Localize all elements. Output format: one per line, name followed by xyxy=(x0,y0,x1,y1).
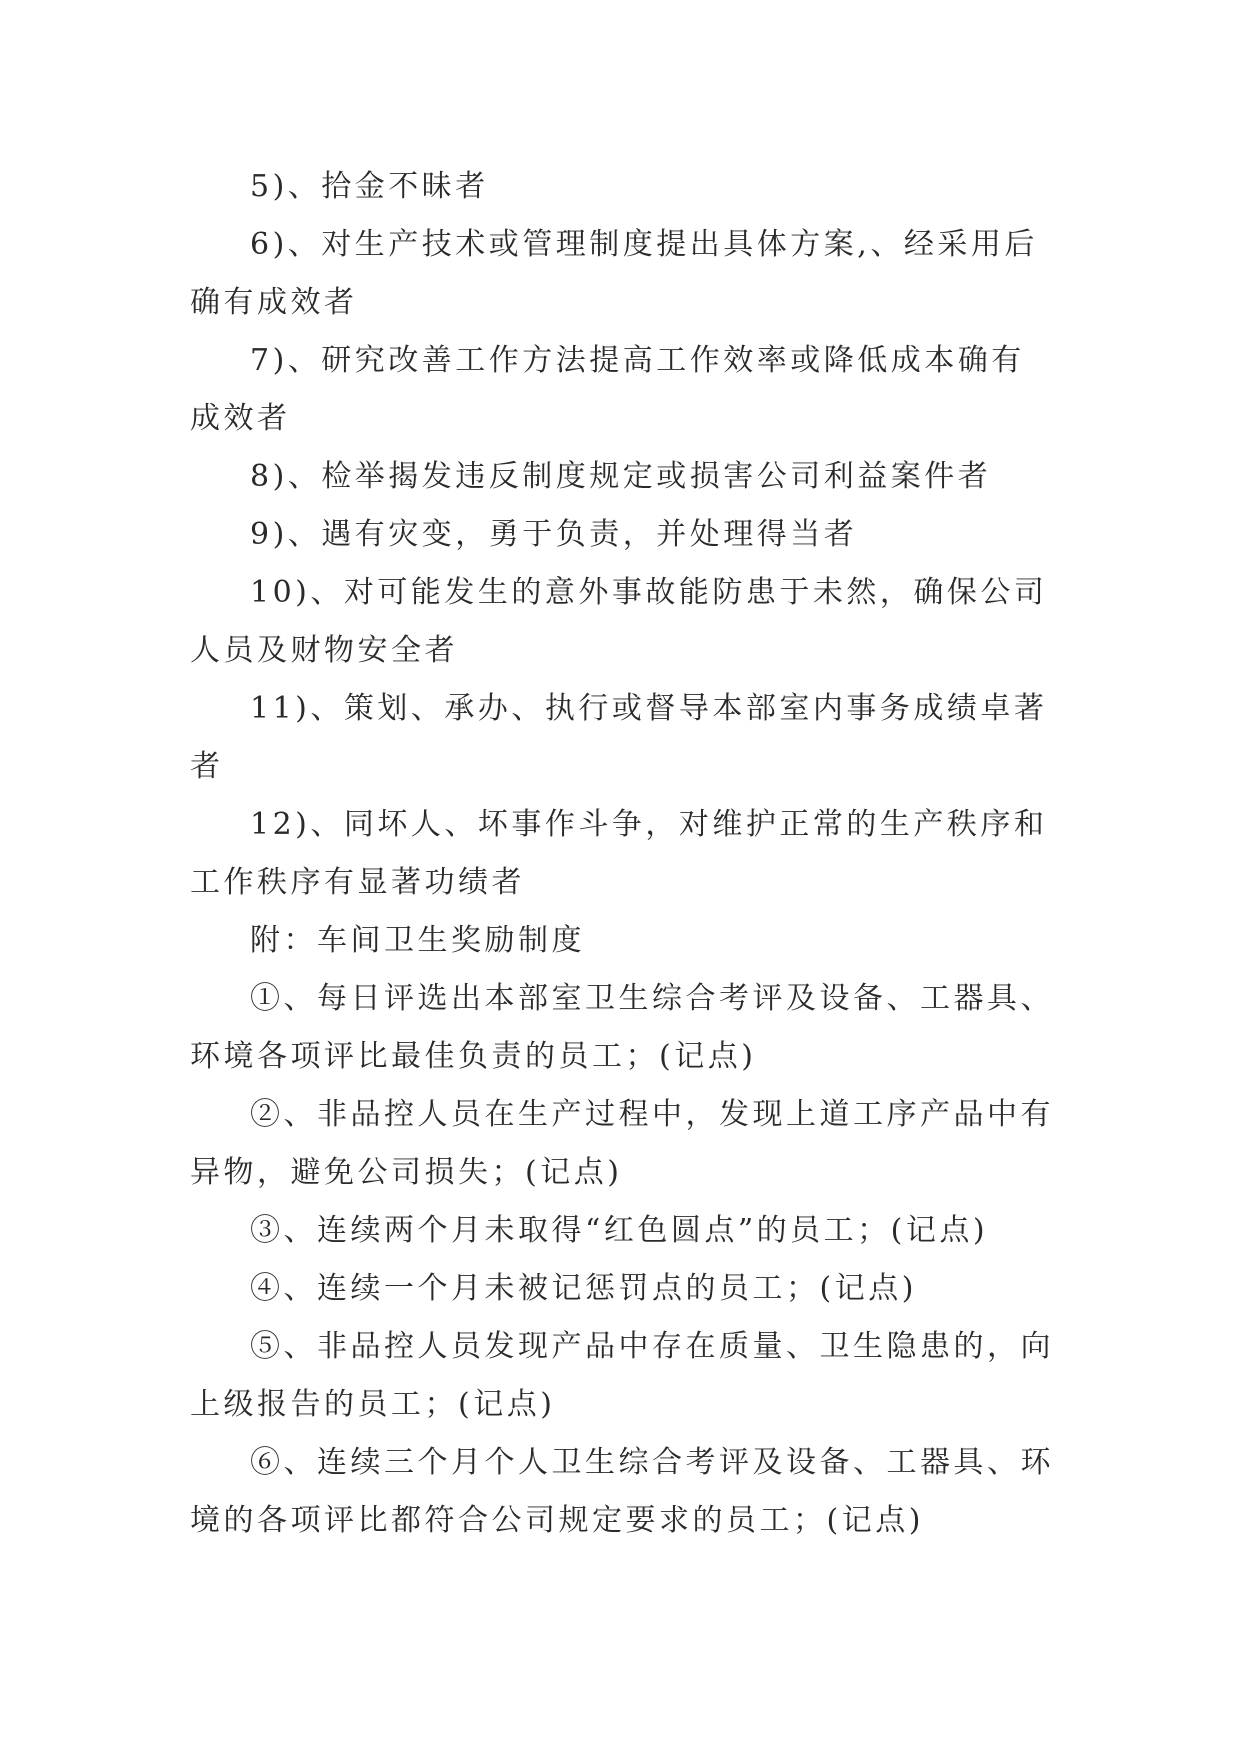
paragraph-item-7: 7)、研究改善工作方法提高工作效率或降低成本确有成效者 xyxy=(190,343,1025,436)
paragraph-item-5: 5)、拾金不昧者 xyxy=(250,169,489,204)
paragraph-item-6: 6)、对生产技术或管理制度提出具体方案,、经采用后确有成效者 xyxy=(190,227,1038,320)
paragraph-item-8: 8)、检举揭发违反制度规定或损害公司利益案件者 xyxy=(250,459,992,494)
appendix-item-2: ②、非品控人员在生产过程中，发现上道工序产品中有异物，避免公司损失；(记点) xyxy=(190,1097,1054,1190)
appendix-item-6: ⑥、连续三个月个人卫生综合考评及设备、工器具、环境的各项评比都符合公司规定要求的员工；(记点) xyxy=(190,1445,1054,1538)
appendix-item-3: ③、连续两个月未取得“红色圆点”的员工；(记点) xyxy=(250,1213,989,1248)
appendix-item-1: ①、每日评选出本部室卫生综合考评及设备、工器具、环境各项评比最佳负责的员工；(记点) xyxy=(190,981,1054,1074)
appendix-item-5: ⑤、非品控人员发现产品中存在质量、卫生隐患的，向上级报告的员工；(记点) xyxy=(190,1329,1054,1422)
paragraph-item-11: 11)、策划、承办、执行或督导本部室内事务成绩卓著者 xyxy=(190,691,1048,784)
paragraph-item-12: 12)、同坏人、坏事作斗争，对维护正常的生产秩序和工作秩序有显著功绩者 xyxy=(190,807,1048,900)
document-body xyxy=(190,158,1058,1550)
appendix-item-4: ④、连续一个月未被记惩罚点的员工；(记点) xyxy=(250,1271,917,1306)
appendix-heading: 附：车间卫生奖励制度 xyxy=(250,923,585,958)
paragraph-item-9: 9)、遇有灾变，勇于负责，并处理得当者 xyxy=(250,517,858,552)
paragraph-item-10: 10)、对可能发生的意外事故能防患于未然，确保公司人员及财物安全者 xyxy=(190,575,1048,668)
